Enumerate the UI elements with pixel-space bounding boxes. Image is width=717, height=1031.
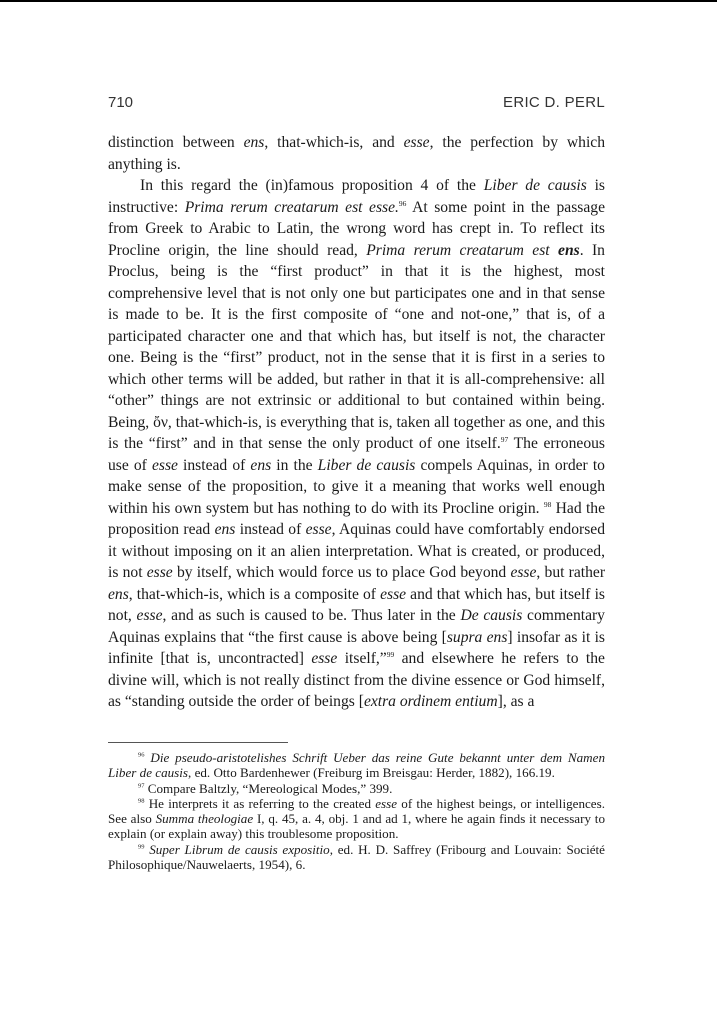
footnote-97: $^{97}$ Compare Baltzly, “Mereological Modes,” 399.	[138, 780, 393, 796]
paragraph-1: distinction between ens, that-which-is, and esse, the perfection by which anything is.	[108, 134, 605, 173]
footnote-ref-97[interactable]: 97	[500, 434, 509, 444]
footnote-ref-96[interactable]: 96	[398, 198, 407, 208]
page-number: 710	[108, 94, 134, 111]
top-border	[0, 0, 717, 2]
footnote-96: $^{96}$ Die pseudo-aristotelishes Schrift Ueber das reine Gute bekannt unter dem Namen Liber de causis, ed. Otto Bardenhewer (Freiburg im Breisgau: Herder, 1882), 166.19.	[108, 750, 605, 781]
footnote-98: $^{98}$ He interprets it as referring to the created esse of the highest beings, or intelligences. See also Summa theologiae I, q. 45, a. 4, obj. 1 and ad 1, where he again finds it necessary to explain (or explain away) this troublesome proposition.	[108, 795, 605, 842]
running-head: ERIC D. PERL	[503, 94, 605, 111]
footnotes	[108, 750, 605, 872]
footnote-99: $^{99}$ Super Librum de causis expositio, ed. H. D. Saffrey (Fribourg and Louvain: Société Philosophique/Nauwelaerts, 1954), 6.	[108, 841, 605, 873]
body-text	[108, 132, 605, 713]
footnote-ref-99[interactable]: 99	[386, 649, 395, 659]
footnote-ref-98[interactable]: 98	[543, 499, 552, 509]
footnote-separator	[108, 742, 288, 743]
paragraph-2: In this regard the (in)famous proposition 4 of the Liber de causis is instructive: Prima rerum creatarum est esse.$^{96}$ At some point in the passage from Greek to Arabic to Latin, the wrong word has crept in. To reflect its Procline origin, the line should read, Prima rerum creatarum est ens. In Proclus, being is the “first product” in that it is the highest, most comprehensive level that is not only one but participates one and in that sense is made to be. It is the first composite of “one and not-one,” that is, of a participated character one and that which has, but itself is not, the character one. Being is the “first” product, not in the sense that it is first in a series to which other terms will be added, but rather in that it is all-comprehensive: all “other” things are not extrinsic or additional to but contained within being. Being, ὄν, that-which-is, is everything that is, taken all together as one, and this is the “first” and in that sense the only product of one itself.$^{97}$ The erroneous use of esse instead of ens in the Liber de causis compels Aquinas, in order to make sense of the proposition, to give it a meaning that works well enough within his own system but has nothing to do with its Procline origin. $^{98}$ Had the proposition read ens instead of esse, Aquinas could have comfortably endorsed it without imposing on it an alien interpretation. What is created, or produced, is not esse by itself, which would force us to place God beyond esse, but rather ens, that-which-is, which is a composite of esse and that which has, but itself is not, esse, and as such is caused to be. Thus later in the De causis commentary Aquinas explains that “the first cause is above being [supra ens] insofar as it is infinite [that is, uncontracted] esse itself,”$^{99}$ and elsewhere he refers to the divine will, which is not really distinct from the divine essence or God himself, as “standing outside the order of beings [extra ordinem entium], as a	[108, 177, 606, 710]
